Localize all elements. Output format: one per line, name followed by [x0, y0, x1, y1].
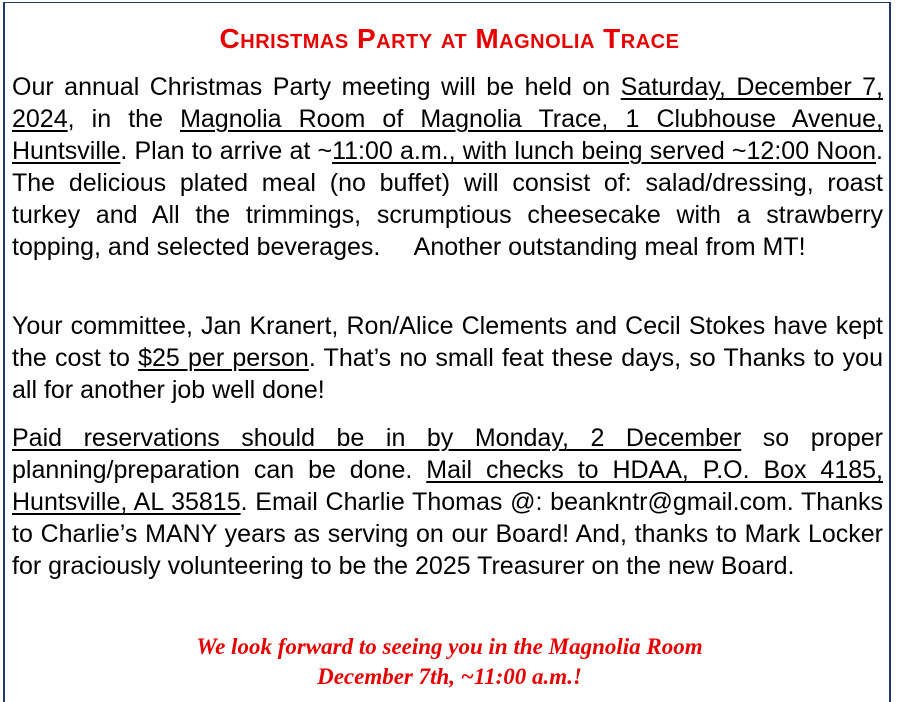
- closing-line-2: December 7th, ~11:00 a.m.!: [317, 664, 582, 689]
- event-location: Magnolia Room of Magnolia Trace, 1 Clubhouse Avenue, Huntsville: [12, 105, 884, 165]
- text-segment: . Plan to arrive at ~: [120, 137, 333, 165]
- event-date: Saturday, December 7, 2024: [12, 73, 883, 133]
- text-segment: , in the: [67, 105, 181, 133]
- text-segment: so proper planning/preparation can be done.: [12, 424, 883, 484]
- text-segment: Your committee, Jan Kranert, Ron/Alice Clements and Cecil Stokes have kept the cost to: [12, 312, 883, 372]
- event-times: 11:00 a.m., with lunch being served ~12:00 Noon: [332, 137, 877, 165]
- committee-paragraph: [12, 310, 883, 406]
- reservations-paragraph: [12, 422, 883, 582]
- text-segment: Our annual Christmas Party meeting will be held on: [12, 73, 621, 101]
- text-segment: . The delicious plated meal (no buffet) will consist of: salad/dressing, roast turkey and All the trimmings, scrumptious cheesecake with a strawberry topping, and selected beverages. Another outstanding meal from MT!: [12, 137, 897, 261]
- page-title: Christmas Party at Magnolia Trace: [219, 23, 680, 54]
- closing-line-1: We look forward to seeing you in the Magnolia Room: [196, 634, 703, 659]
- cost-per-person: $25 per person: [138, 344, 309, 372]
- party-details-paragraph: [12, 71, 897, 263]
- reservation-deadline: Paid reservations should be in by Monday, 2 December: [12, 424, 742, 452]
- text-segment: . Email Charlie Thomas @: beankntr@gmail.com. Thanks to Charlie’s MANY years as serving on our Board! And, thanks to Mark Locker for graciously volunteering to be the 2025 Treasurer on the new Board.: [12, 488, 883, 580]
- closing-message: [0, 632, 899, 692]
- mailing-address: Mail checks to HDAA, P.O. Box 4185, Huntsville, AL 35815: [12, 456, 883, 516]
- text-segment: . That’s no small feat these days, so Thanks to you all for another job well done!: [12, 344, 883, 404]
